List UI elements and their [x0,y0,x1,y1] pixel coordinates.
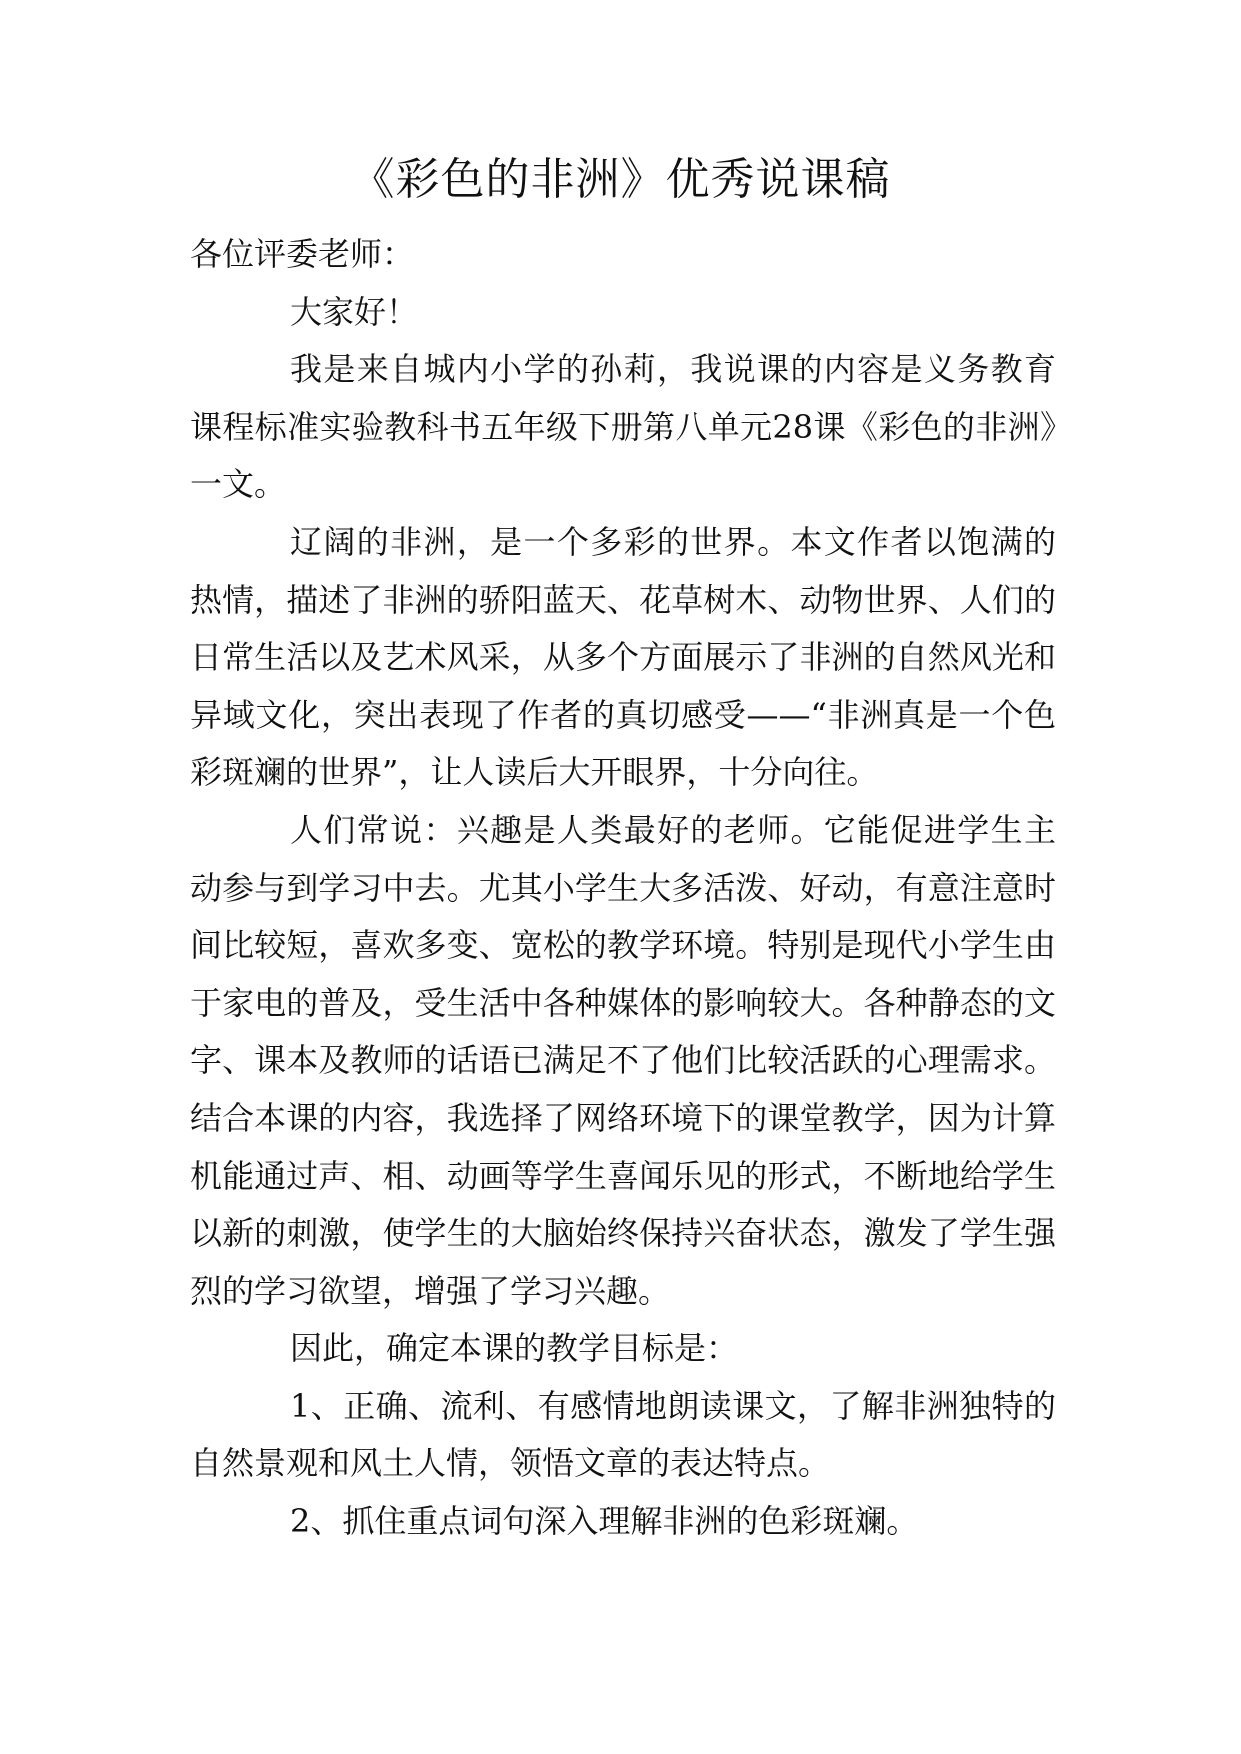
paragraph-greeting: 大家好！ [290,292,419,331]
paragraph-teaching-method: 人们常说：兴趣是人类最好的老师。它能促进学生主动参与到学习中去。尤其小学生大多活泼、好动，有意注意时间比较短，喜欢多变、宽松的教学环境。特别是现代小学生由于家电的普及，受生活中各种媒体的影响较大。各种静态的文字、课本及教师的话语已满足不了他们比较活跃的心理需求。结合本课的内容，我选择了网络环境下的课堂教学，因为计算机能通过声、相、动画等学生喜闻乐见的形式，不断地给学生以新的刺激，使学生的大脑始终保持兴奋状态，激发了学生强烈的学习欲望，增强了学习兴趣。 [190,810,1056,1310]
paragraph-introduction: 我是来自城内小学的孙莉，我说课的内容是义务教育课程标准实验教科书五年级下册第八单元28课《彩色的非洲》一文。 [190,350,1056,504]
paragraph-objective-1: 1、正确、流利、有感情地朗读课文，了解非洲独特的自然景观和风土人情，领悟文章的表达特点。 [190,1386,1056,1483]
document-body [190,226,1056,1551]
paragraph-objectives-intro: 因此，确定本课的教学目标是： [290,1329,739,1368]
paragraph-text-analysis: 辽阔的非洲，是一个多彩的世界。本文作者以饱满的热情，描述了非洲的骄阳蓝天、花草树木、动物世界、人们的日常生活以及艺术风采，从多个方面展示了非洲的自然风光和异域文化，突出表现了作者的真切感受——“非洲真是一个色彩斑斓的世界”，让人读后大开眼界，十分向往。 [190,522,1056,792]
paragraph-objective-2: 2、抓住重点词句深入理解非洲的色彩斑斓。 [290,1502,919,1541]
salutation: 各位评委老师： [190,235,415,273]
document-title: 《彩色的非洲》优秀说课稿 [350,154,891,205]
